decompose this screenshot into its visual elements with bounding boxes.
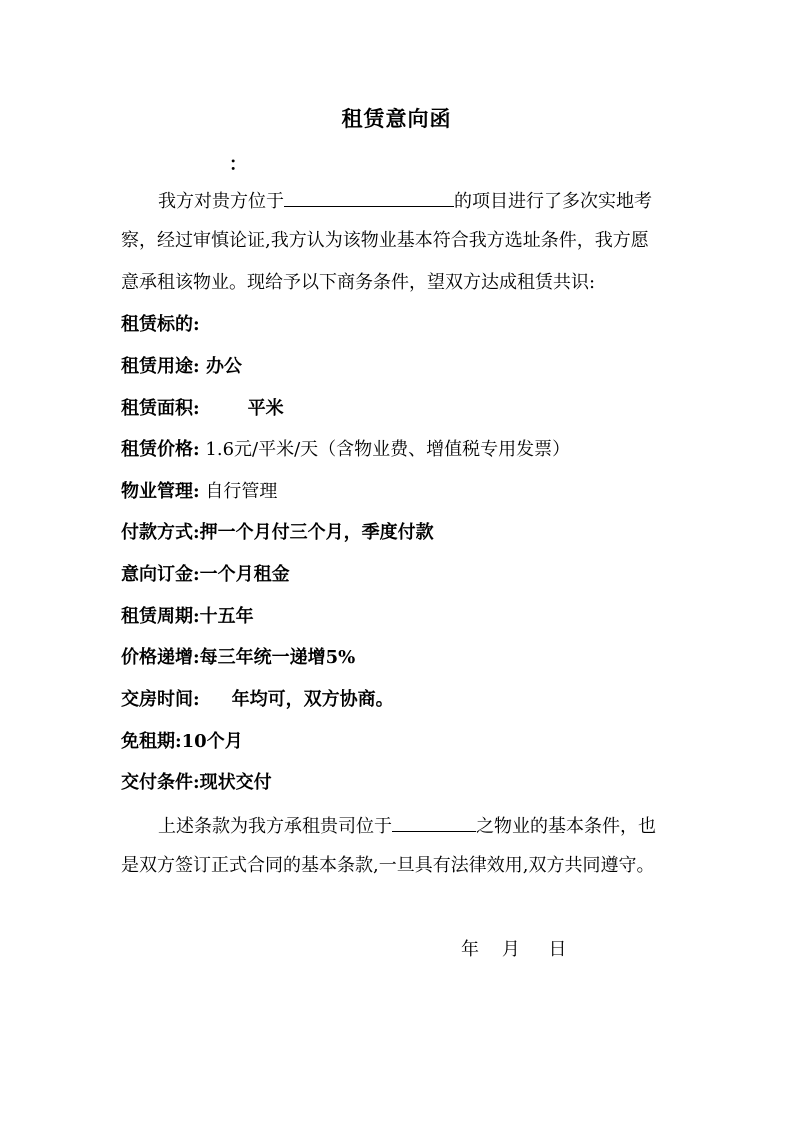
term-area-label: 租赁面积: <box>121 398 200 419</box>
term-use <box>121 355 242 379</box>
term-handover-label: 交房时间: <box>121 689 200 710</box>
term-price-label: 租赁价格: <box>121 439 200 460</box>
intro-line-1 <box>158 188 652 214</box>
term-payment <box>121 521 434 545</box>
term-mgmt <box>121 480 277 504</box>
term-payment-label: 付款方式: <box>121 522 200 543</box>
term-handover <box>121 688 394 712</box>
term-period-value: 十五年 <box>199 606 254 627</box>
term-delivery-value: 现状交付 <box>199 772 272 793</box>
term-delivery <box>121 771 272 795</box>
term-price-value: 1.6元/平米/天（含物业费、增值税专用发票） <box>205 439 571 460</box>
term-target <box>121 313 200 337</box>
closing-line-1-after: 之物业的基本条件，也 <box>476 816 656 837</box>
term-use-label: 租赁用途: <box>121 356 200 377</box>
document-title: 租赁意向函 <box>341 106 452 131</box>
intro-line-3: 意承租该物业。现给予以下商务条件，望双方达成租赁共识: <box>121 272 596 293</box>
salutation: ： <box>229 154 247 175</box>
term-free-rent <box>121 730 243 754</box>
location-blank[interactable] <box>284 188 454 207</box>
term-free-label: 免租期: <box>121 731 182 752</box>
term-handover-value: 年均可，双方协商。 <box>231 689 394 710</box>
term-mgmt-label: 物业管理: <box>121 481 200 502</box>
closing-line-2: 是双方签订正式合同的基本条款,一旦具有法律效用,双方共同遵守。 <box>121 855 655 876</box>
term-deposit <box>121 563 290 587</box>
term-target-label: 租赁标的: <box>121 314 200 335</box>
intro-line-1-before: 我方对贵方位于 <box>158 191 284 212</box>
term-increase-value: 每三年统一递增5% <box>199 647 356 668</box>
term-area-value: 平米 <box>247 398 284 419</box>
term-price <box>121 438 570 462</box>
closing-line-1-before: 上述条款为我方承租贵司位于 <box>158 816 392 837</box>
term-delivery-label: 交付条件: <box>121 772 200 793</box>
term-deposit-label: 意向订金: <box>121 564 200 585</box>
intro-line-2: 察，经过审慎论证,我方认为该物业基本符合我方选址条件，我方愿 <box>121 230 649 251</box>
term-increase-label: 价格递增: <box>121 647 200 668</box>
term-increase <box>121 646 355 670</box>
closing-line-1 <box>158 813 656 839</box>
term-use-value: 办公 <box>205 356 242 377</box>
term-mgmt-value: 自行管理 <box>205 481 278 502</box>
term-period-label: 租赁周期: <box>121 606 200 627</box>
term-deposit-value: 一个月租金 <box>199 564 290 585</box>
term-payment-value: 押一个月付三个月，季度付款 <box>199 522 434 543</box>
intro-line-1-after: 的项目进行了多次实地考 <box>454 191 652 212</box>
term-area <box>121 397 284 421</box>
property-blank[interactable] <box>392 813 476 832</box>
term-period <box>121 605 254 629</box>
date-line: 年 月 日 <box>461 939 567 960</box>
term-free-value: 10个月 <box>181 731 243 752</box>
